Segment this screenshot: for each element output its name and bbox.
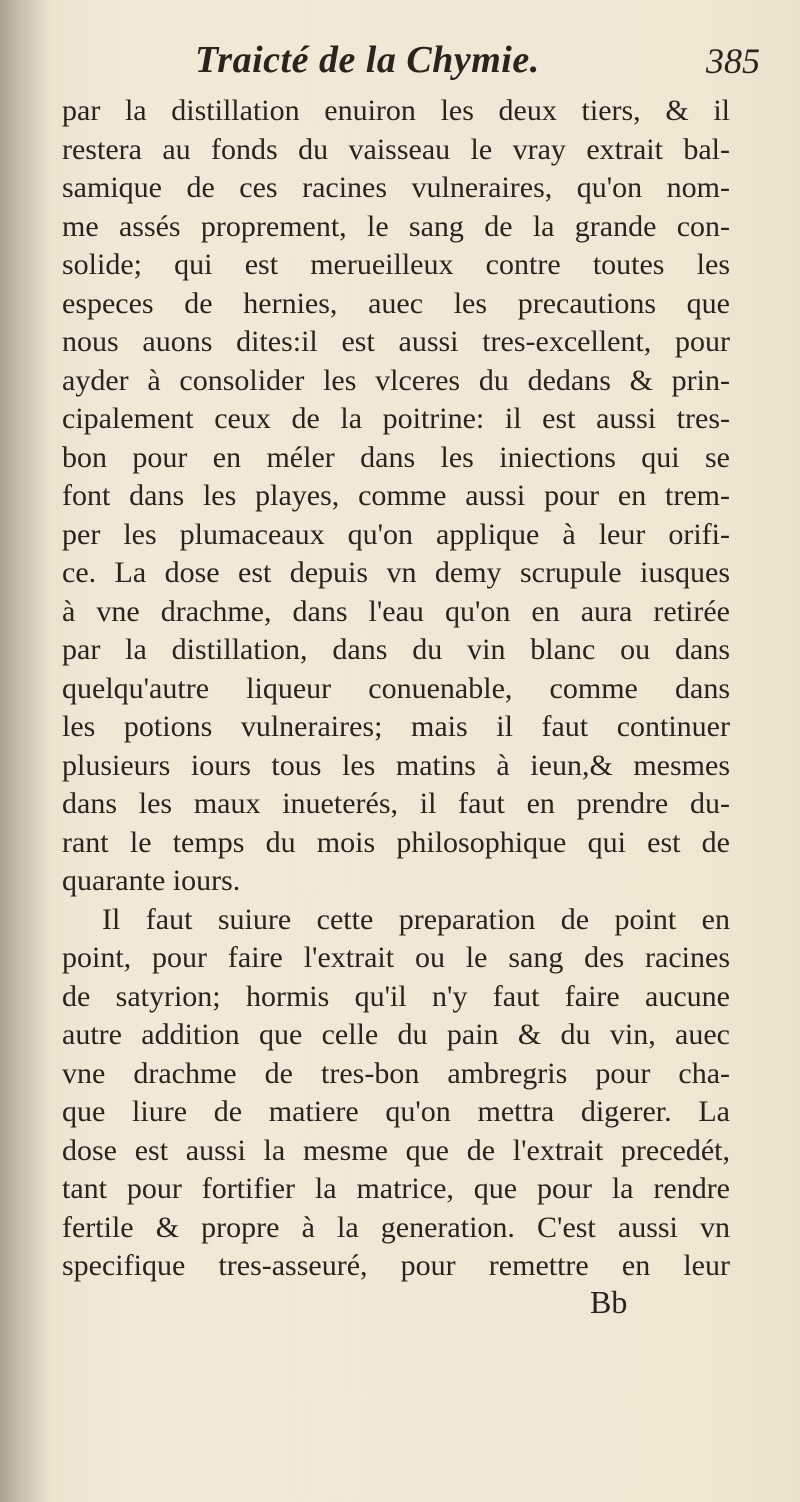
text-line: autre addition que celle du pain & du vin, auec [62, 1018, 730, 1051]
text-line-paragraph-start: Il faut suiure cette preparation de point en [102, 902, 730, 936]
text-line: ayder à consolider les vlceres du dedans & prin- [62, 363, 730, 397]
text-line: dose est aussi la mesme que de l'extrait precedét, [62, 1133, 730, 1167]
body-text [62, 92, 730, 1286]
text-line: solide; qui est merueilleux contre toutes les [62, 248, 730, 281]
text-line: point, pour faire l'extrait ou le sang des racines [62, 941, 730, 974]
page-header [60, 38, 780, 92]
text-line: samique de ces racines vulneraires, qu'on nom- [62, 171, 730, 204]
page-gutter-shadow [0, 0, 52, 1502]
text-line: par la distillation enuiron les deux tiers, & il [62, 94, 730, 127]
text-line: fertile & propre à la generation. C'est aussi vn [62, 1210, 730, 1244]
text-line: restera au fonds du vaisseau le vray extrait bal- [62, 132, 730, 166]
text-line: vne drachme de tres-bon ambregris pour cha- [62, 1056, 730, 1090]
text-line: cipalement ceux de la poitrine: il est aussi tres- [62, 402, 730, 435]
text-line: plusieurs iours tous les matins à ieun,& mesmes [62, 748, 730, 782]
text-line: font dans les playes, comme aussi pour en trem- [62, 479, 730, 512]
text-line: ce. La dose est depuis vn demy scrupule iusques [62, 556, 730, 589]
running-title: Traicté de la Chymie. [195, 39, 540, 81]
text-line: de satyrion; hormis qu'il n'y faut faire aucune [62, 979, 730, 1013]
text-line: les potions vulneraires; mais il faut continuer [62, 710, 730, 743]
text-line: specifique tres-asseuré, pour remettre en leur [62, 1249, 730, 1282]
text-line: tant pour fortifier la matrice, que pour la rendre [62, 1172, 730, 1205]
text-line: quelqu'autre liqueur conuenable, comme dans [62, 671, 730, 705]
text-line: dans les maux inueterés, il faut en prendre du- [62, 787, 730, 820]
text-line-paragraph-end: quarante iours. [62, 864, 241, 897]
text-line: especes de hernies, auec les precautions que [62, 286, 730, 320]
text-line: me assés proprement, le sang de la grande con- [62, 209, 730, 243]
text-line: rant le temps du mois philosophique qui est de [62, 825, 730, 859]
text-line: nous auons dites:il est aussi tres-excellent, pour [62, 325, 730, 358]
page-number: 385 [706, 41, 760, 81]
text-line: que liure de matiere qu'on mettra digerer. La [62, 1095, 730, 1128]
signature-mark: Bb [590, 1284, 628, 1320]
text-line: bon pour en méler dans les iniections qui se [62, 440, 730, 474]
text-line: par la distillation, dans du vin blanc ou dans [62, 633, 730, 666]
text-line: à vne drachme, dans l'eau qu'on en aura retirée [62, 594, 730, 628]
text-line: per les plumaceaux qu'on applique à leur orifi- [62, 517, 730, 551]
